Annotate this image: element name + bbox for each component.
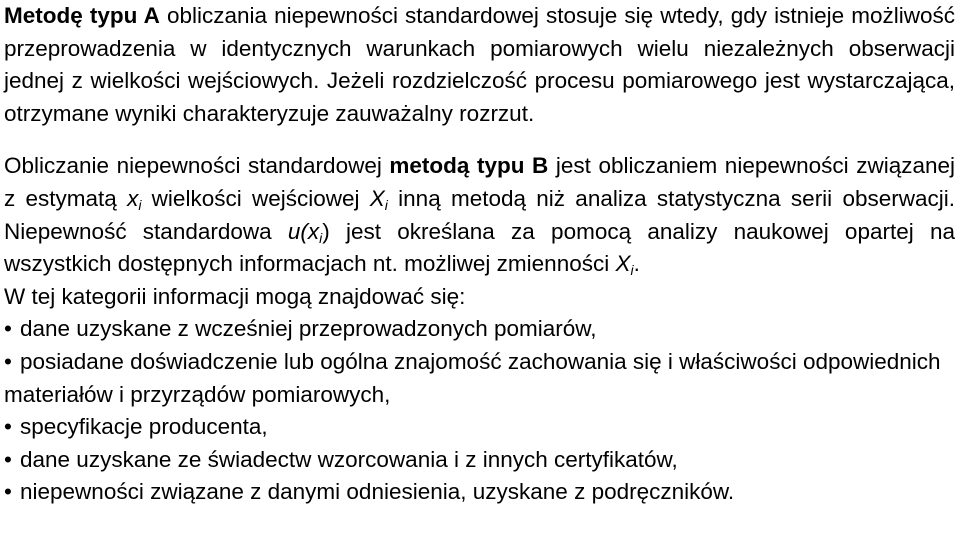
list-item: [4, 476, 955, 509]
list-item: [4, 346, 955, 411]
category-intro: W tej kategorii informacji mogą znajdować się:: [4, 283, 466, 309]
paragraph-spacer: [4, 130, 955, 150]
list-item-text: dane uzyskane ze świadectw wzorcowania i z innych certyfikatów,: [20, 446, 678, 472]
bullet-icon: •: [4, 348, 12, 374]
input-quantity-symbol: X: [369, 185, 385, 211]
list-item-text: dane uzyskane z wcześniej przeprowadzonych pomiarów,: [20, 316, 597, 342]
subscript-i: i: [384, 196, 388, 213]
list-item: [4, 444, 955, 477]
input-quantity-symbol: X: [615, 251, 631, 277]
information-sources-list: [4, 313, 955, 509]
type-a-text: obliczania niepewności standardowej stosuje się wtedy, gdy istnieje możliwość przeprowadzenia w identycznych warunkach pomiarowych wielu niezależnych obserwacji jednej z wielkości wejściowych. Jeżeli rozdzielczość procesu pomiarowego jest wystarczająca, otrzymane wyniki charakteryzuje zauważalny rozrzut.: [4, 3, 955, 126]
subscript-i: i: [319, 229, 323, 246]
type-b-text-2: wielkości wejściowej: [141, 185, 370, 211]
type-b-lead-text: Obliczanie niepewności standardowej: [4, 153, 390, 179]
list-item: [4, 313, 955, 346]
list-item: [4, 411, 955, 444]
subscript-i: i: [630, 262, 634, 279]
type-b-text-4: jest określana za pomocą analizy naukowej opartej na wszystkich dostępnych informacjach nt. możliwej zmienności: [4, 218, 955, 277]
type-b-text-3: inną metodą niż analiza statystyczna serii obserwacji. Niepewność standardowa: [4, 185, 955, 244]
bullet-icon: •: [4, 446, 12, 472]
type-b-text-1: jest obliczaniem niepewności związanej z estymatą: [4, 153, 955, 211]
bullet-icon: •: [4, 479, 12, 505]
estimate-symbol: x: [127, 185, 139, 211]
type-a-heading: Metodę typu A: [4, 3, 160, 28]
type-b-heading: metodą typu B: [389, 153, 549, 179]
document-page: [4, 0, 955, 509]
uncertainty-symbol-open: u(: [287, 218, 308, 244]
list-item-text: posiadane doświadczenie lub ogólna znajomość zachowania się i właściwości odpowiednich materiałów i przyrządów pomiarowych,: [4, 348, 941, 407]
uncertainty-symbol-close: ): [322, 218, 330, 244]
subscript-i: i: [138, 196, 142, 213]
bullet-icon: •: [4, 414, 12, 440]
estimate-symbol: x: [307, 218, 320, 244]
bullet-icon: •: [4, 316, 12, 342]
list-item-text: specyfikacje producenta,: [20, 414, 268, 440]
paragraph-type-b: [4, 150, 955, 280]
paragraph-type-a: [4, 0, 955, 130]
list-item-text: niepewności związane z danymi odniesienia, uzyskane z podręczników.: [20, 479, 735, 505]
sentence-end: .: [633, 251, 640, 277]
